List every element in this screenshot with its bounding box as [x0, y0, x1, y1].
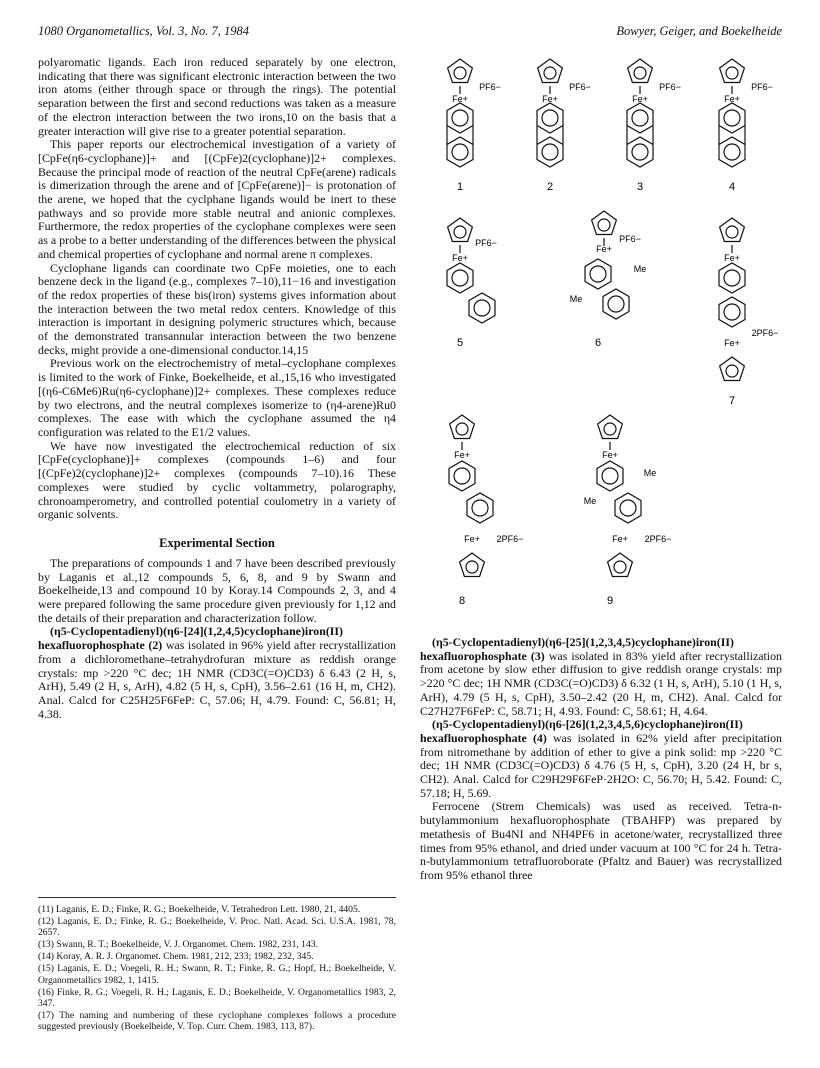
- footnote-11: (11) Laganis, E. D.; Finke, R. G.; Boekelheide, V. Tetrahedron Lett. 1980, 21, 4405.: [38, 904, 361, 915]
- compound-9-arene-circle: [602, 468, 618, 484]
- compound-1-lower-ring-circle: [452, 144, 468, 160]
- paragraph-compound-4: [420, 718, 782, 800]
- compound-7-arene-ring: [719, 263, 745, 293]
- left-column: [38, 56, 396, 721]
- compound-2-title: (η5-Cyclopentadienyl)(η6-[24](1,2,4,5)cyclophane)iron(II) hexafluorophosphate (2): [38, 624, 344, 653]
- compound-2-cp-circle: [544, 67, 556, 79]
- paragraph-ferrocene: Ferrocene (Strem Chemicals) was used as received. Tetra-n-butylammonium hexafluorophosphate (TBAHFP) was prepared by metathesis of Bu4NI and NH4PF6 in acetone/water, recrystallized three times from 95% ethanol, and dried under vacuum at 100 °C for 24 h. Tetra-n-butylammonium tetrafluoroborate (Pfaltz and Bauer) was recrystallized from 95% ethanol three: [420, 799, 782, 882]
- footnote-15: (15) Laganis, E. D.; Voegeli, R. H.; Swann, R. T.; Finke, R. G.; Hopf, H.; Boekelheide, V. Organometallics 1982, 1, 1415.: [38, 963, 396, 986]
- compound-6-cp-circle: [598, 219, 610, 231]
- footnote-14: (14) Koray, A. R. J. Organomet. Chem. 1981, 212, 233; 1982, 232, 345.: [38, 951, 314, 963]
- compound-7-fe-label: Fe+: [724, 253, 740, 263]
- compound-5-arene-circle: [452, 270, 468, 286]
- compound-5-number: 5: [456, 337, 464, 349]
- compound-2-fe-label: Fe+: [542, 94, 558, 104]
- structures-svg: [420, 56, 782, 616]
- compound-8-lower-ring: [467, 493, 493, 523]
- compound-7-lower-ring-circle: [724, 304, 740, 320]
- header-journal: 1080 Organometallics, Vol. 3, No. 7, 1984: [38, 24, 249, 38]
- compound-7-bottom-cp-circle: [726, 365, 738, 377]
- compound-3-pf6-label: PF6−: [659, 82, 681, 92]
- compound-3-body: was isolated in 83% yield after recrystallization from acetone by slow ether diffusion to give reddish orange crystals: mp >220 °C dec; 1H NMR (CD3C(=O)CD3) δ 6.32 (1 H, s, ArH), 5.10 (1 H, s, ArH), 4.79 (5 H, s, CpH), 3.50–2.42 (20 H, m, CH2). Anal. Calcd for C27H27F6FeP: C, 58.71; H, 4.93. Found: C, 58.61; H, 4.64.: [420, 648, 782, 718]
- compound-4-lower-ring: [719, 137, 745, 167]
- compound-4-number: 4: [728, 181, 736, 193]
- compound-7-number: 7: [728, 395, 736, 407]
- compound-4-title: (η5-Cyclopentadienyl)(η6-[26](1,2,3,4,5,6)cyclophane)iron(II) hexafluorophosphate (4): [420, 717, 743, 745]
- compound-2-arene-ring: [537, 103, 563, 133]
- compound-8-arene-circle: [454, 468, 470, 484]
- compound-8-arene-ring: [449, 461, 475, 491]
- compound-9-number: 9: [606, 595, 614, 607]
- compound-6-lower-ring: [603, 289, 629, 319]
- footnote-17: (17) The naming and numbering of these cyclophane complexes follows a procedure suggested previously (Boekelheide, V. Top. Curr. Chem. 1983, 113, 87).: [38, 1009, 396, 1032]
- page-header: [38, 24, 782, 46]
- compound-6-lower-ring-circle: [608, 296, 624, 312]
- compound-4-cp-circle: [726, 67, 738, 79]
- paragraph-bis-iron: Cyclophane ligands can coordinate two CpFe moieties, one to each benzene deck in the ligand (e.g., complexes 7–10),11−16 and investigation of the redox properties of these bis(iron) systems gives information about the interaction between the two metal redox centers. Knowledge of this interaction is important in designing polymeric structures which, because of the demonstrated transannular interaction between the two benzene decks, might provide a one-dimensional conductor.14,15: [38, 260, 396, 357]
- compound-7-fe2-label: Fe+: [724, 338, 740, 348]
- section-title-experimental: Experimental Section: [159, 535, 275, 550]
- paragraph-previous-work: Previous work on the electrochemistry of metal–cyclophane complexes is limited to the work of Finke, Boekelheide, et al.,15,16 who investigated [(η6-C6Me6)Ru(η6-cyclophane)]2+ complexes. These complexes reduce by two electrons, and the neutral complexes isomerize to (η4-arene)Ru0 complexes. The ease with which the cyclophane assumed the η4 configuration was related to the E1/2 values.: [38, 356, 396, 439]
- compound-7-lower-ring: [719, 297, 745, 327]
- compound-5-lower-ring-circle: [474, 300, 490, 316]
- compound-6-me-top: Me: [633, 264, 647, 274]
- compound-9-lower-ring: [615, 493, 641, 523]
- compound-4-arene-ring: [719, 103, 745, 133]
- compound-9-me-top: Me: [643, 468, 657, 478]
- compound-2-pf6-label: PF6−: [569, 82, 591, 92]
- compound-4-body: was isolated in 62% yield after precipitation from nitromethane by addition of ether to give a pink solid: mp >220 °C dec; 1H NMR (CD3C(=O)CD3) δ 4.76 (5 H, s, CpH), 3.20 (24 H, br s, CH2). Anal. Calcd for C29H29F6FeP·2H2O: C, 56.70; H, 5.42. Found: C, 57.18; H, 5.69.: [420, 730, 782, 800]
- compound-1-fe-label: Fe+: [452, 94, 468, 104]
- compound-3-lower-ring: [627, 137, 653, 167]
- compound-8-fe-label: Fe+: [454, 450, 470, 460]
- compound-2-number: 2: [546, 181, 554, 193]
- compound-7-cp-circle: [726, 226, 738, 238]
- compound-4-lower-ring-circle: [724, 144, 740, 160]
- footnote-13: (13) Swann, R. T.; Boekelheide, V. J. Organomet. Chem. 1982, 231, 143.: [38, 939, 318, 951]
- compound-9-bottom-cp-circle: [614, 561, 626, 573]
- compound-8-fe2-label: Fe+: [464, 534, 480, 544]
- compound-8-pf6-label: 2PF6−: [496, 534, 524, 544]
- compound-2-arene-circle: [542, 110, 558, 126]
- compound-2-body: was isolated in 96% yield after recrystallization from a dichloromethane–tetrahydrofuran mixture as reddish orange crystals: mp >220 °C dec; 1H NMR (CD3C(=O)CD3) δ 6.43 (2 H, s, ArH), 5.49 (2 H, s, ArH), 4.82 (5 H, s, CpH), 3.56–2.61 (16 H, m, CH2). Anal. Calcd for C25H25F6FeP: C, 57.06; H, 4.79. Found: C, 56.81; H, 4.38.: [38, 638, 396, 721]
- compound-8-cp-circle: [456, 423, 468, 435]
- compound-7-pf6-label: 2PF6−: [751, 328, 779, 338]
- compound-4-fe-label: Fe+: [724, 94, 740, 104]
- compound-2-lower-ring-circle: [542, 144, 558, 160]
- compound-4-pf6-label: PF6−: [751, 82, 773, 92]
- compound-5-cp-circle: [454, 226, 466, 238]
- paragraph-intro-end: polyaromatic ligands. Each iron reduced separately by one electron, indicating that there was significant electronic interaction between the two iron atoms (either through space or through the rings). The potential separation between the first and second reductions was taken as a measure of the electron interaction between the two irons,10 on the basis that a greater interaction will give rise to a greater potential separation.: [38, 55, 396, 138]
- compound-1-arene-ring: [447, 103, 473, 133]
- compound-3-arene-ring: [627, 103, 653, 133]
- compound-3-title: (η5-Cyclopentadienyl)(η6-[25](1,2,3,4,5)cyclophane)iron(II) hexafluorophosphate (3): [420, 635, 734, 663]
- compound-2-lower-ring: [537, 137, 563, 167]
- footnote-12: (12) Laganis, E. D.; Finke, R. G.; Boekelheide, V. Proc. Natl. Acad. Sci. U.S.A. 1981, 78, 2657.: [38, 916, 396, 939]
- compound-6-arene-circle: [590, 266, 606, 282]
- compound-3-arene-circle: [632, 110, 648, 126]
- header-authors: Bowyer, Geiger, and Boekelheide: [616, 24, 782, 38]
- paragraph-investigation: We have now investigated the electrochemical reduction of six [CpFe(cyclophane)]+ complexes (compounds 1–6) and four [(CpFe)2(cyclophane)]2+ complexes (compounds 7–10).16 These complexes were studied by cyclic voltammetry, polarography, chronoamperometry, and controlled potential coulometry in a variety of organic solvents.: [38, 438, 396, 522]
- compound-3-fe-label: Fe+: [632, 94, 648, 104]
- compound-9-arene-ring: [597, 461, 623, 491]
- compound-9-lower-ring-circle: [620, 500, 636, 516]
- compound-6-arene-ring: [585, 259, 611, 289]
- footnotes: [38, 897, 396, 1033]
- paragraph-compound-3: [420, 636, 782, 718]
- compound-8-number: 8: [458, 595, 466, 607]
- compound-1-cp-circle: [454, 67, 466, 79]
- compound-6-number: 6: [594, 337, 602, 349]
- paragraph-this-paper: This paper reports our electrochemical investigation of a variety of [CpFe(η6-cyclophane)]+ and [(CpFe)2(cyclophane)]2+ complexes. Because the principal mode of reaction of the neutral CpFe(arene) radicals is dimerization through the arene and of [CpFe(arene)]− is protonation of the arene, we hoped that the cyclphane ligands would be inert to these pathways and so provide more stable neutral and anionic complexes. Furthermore, the redox properties of the cyclophane complexes were seen as a probe to a better understanding of the differences between the physical and chemical properties of cyclophane and normal arene π complexes.: [38, 137, 396, 261]
- compound-9-fe2-label: Fe+: [612, 534, 628, 544]
- compound-8-lower-ring-circle: [472, 500, 488, 516]
- compound-3-lower-ring-circle: [632, 144, 648, 160]
- compound-3-number: 3: [636, 181, 644, 193]
- compound-9-me-bottom: Me: [583, 496, 597, 506]
- compound-1-lower-ring: [447, 137, 473, 167]
- footnote-16: (16) Finke, R. G.; Voegeli, R. H.; Laganis, E. D.; Boekelheide, V. Organometallics 1983, 2, 347.: [38, 986, 396, 1009]
- compound-5-pf6-label: PF6−: [475, 238, 497, 248]
- compound-7-arene-circle: [724, 270, 740, 286]
- compound-structures-figure: [420, 56, 782, 616]
- compound-6-pf6-label: PF6−: [619, 234, 641, 244]
- compound-1-arene-circle: [452, 110, 468, 126]
- compound-6-fe-label: Fe+: [596, 244, 612, 254]
- paragraph-compound-2: [38, 625, 396, 721]
- paragraph-preparations: The preparations of compounds 1 and 7 have been described previously by Laganis et al.,12 compounds 5, 6, 8, and 9 by Swann and Boekelheide,13 and compound 10 by Koray.14 Compounds 2, 3, and 4 were prepared following the same procedure given previously for 1,12 and the details of their preparation and characterization follow.: [38, 555, 396, 625]
- compound-1-number: 1: [456, 181, 464, 193]
- compound-6-me-bottom: Me: [569, 294, 583, 304]
- compound-4-arene-circle: [724, 110, 740, 126]
- compound-3-cp-circle: [634, 67, 646, 79]
- compound-9-fe-label: Fe+: [602, 450, 618, 460]
- compound-5-arene-ring: [447, 263, 473, 293]
- right-column: [420, 636, 782, 883]
- compound-8-bottom-cp-circle: [466, 561, 478, 573]
- compound-5-fe-label: Fe+: [452, 253, 468, 263]
- compound-5-lower-ring: [469, 293, 495, 323]
- compound-9-cp-circle: [604, 423, 616, 435]
- compound-1-pf6-label: PF6−: [479, 82, 501, 92]
- compound-9-pf6-label: 2PF6−: [644, 534, 672, 544]
